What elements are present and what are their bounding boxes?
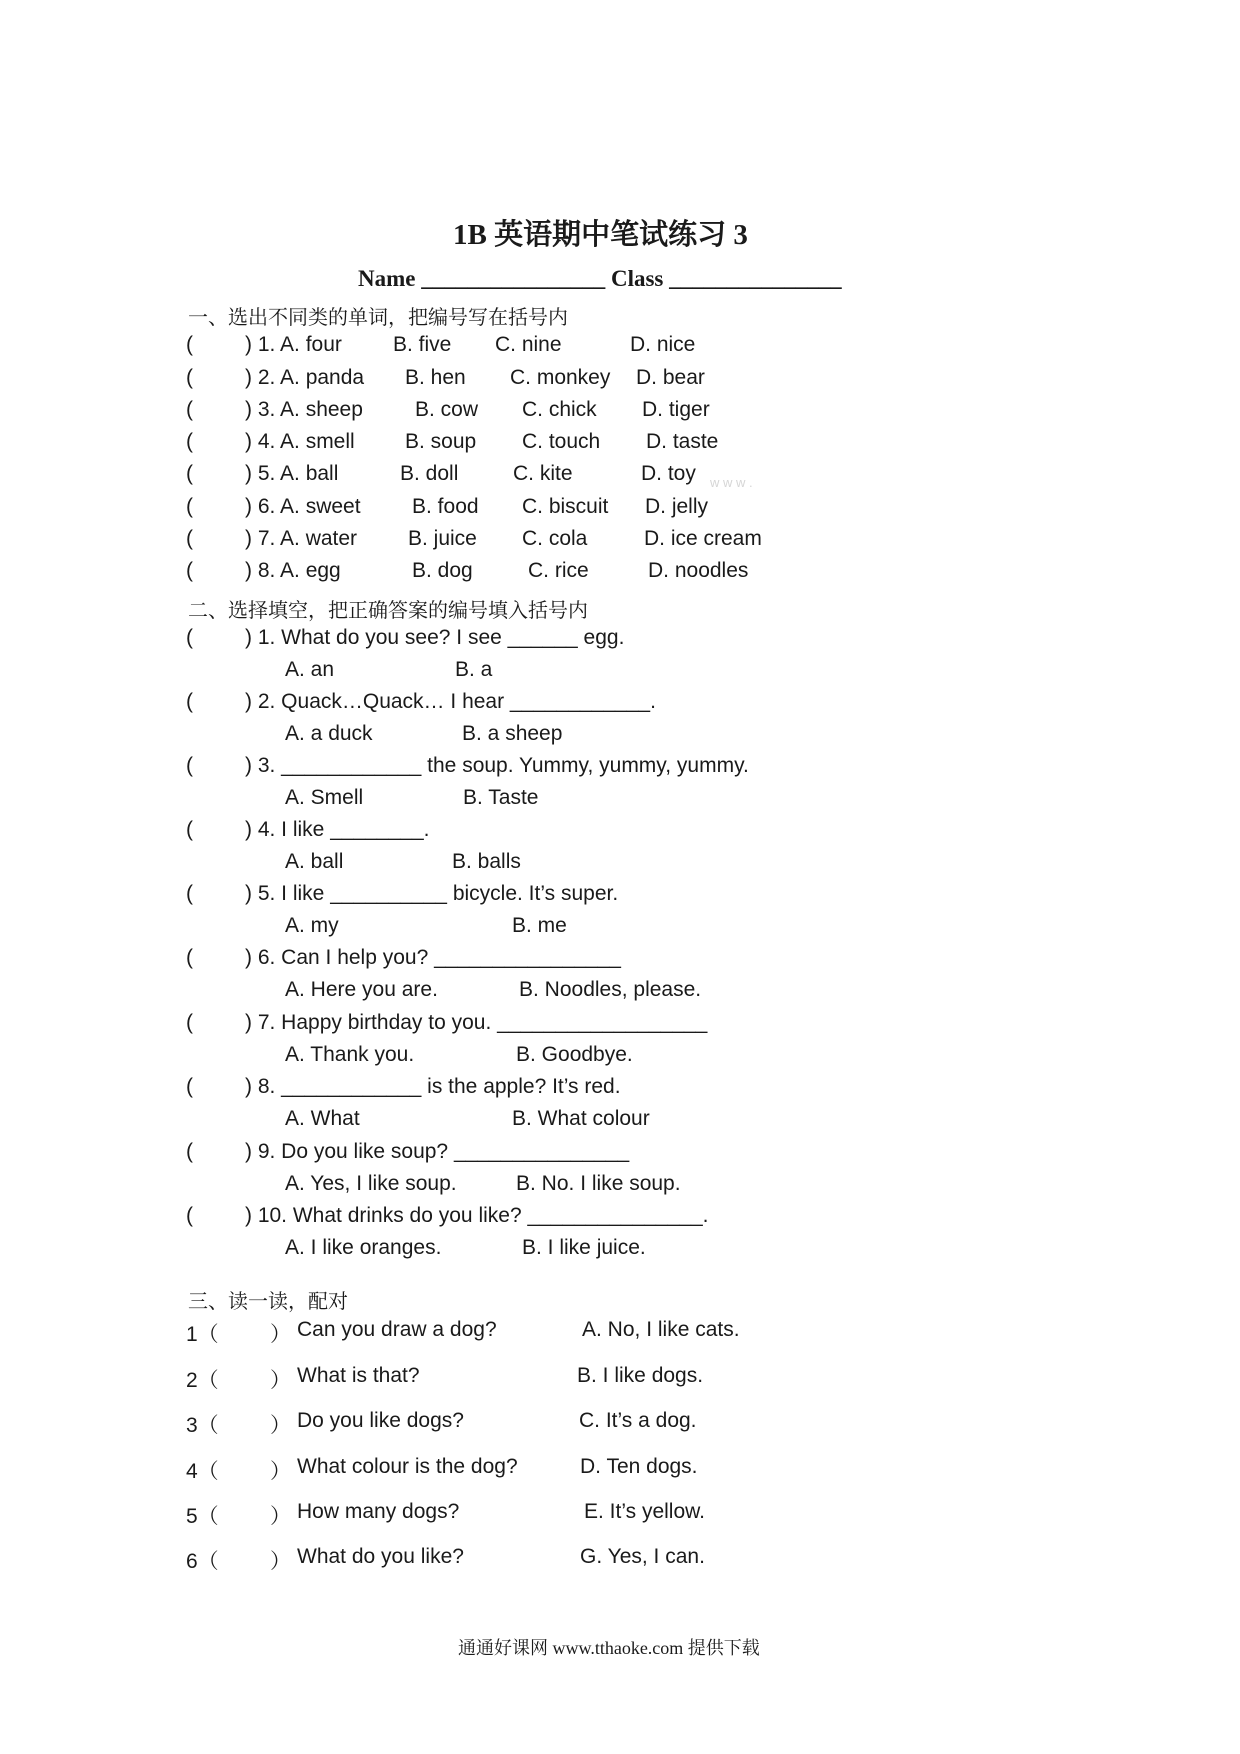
- section1-heading: 一、选出不同类的单词，把编号写在括号内: [188, 305, 568, 329]
- question-text: ) 2. Quack…Quack… I hear ____________.: [245, 690, 656, 713]
- choice-a: A. my: [285, 914, 339, 937]
- option-a: ) 2. A. panda: [245, 366, 365, 389]
- choice-b: B. I like juice.: [522, 1236, 646, 1259]
- match-question: How many dogs?: [297, 1500, 460, 1523]
- match-answer: G. Yes, I can.: [580, 1545, 705, 1568]
- question-text: ) 7. Happy birthday to you. __________________: [245, 1011, 708, 1034]
- option-c: C. rice: [528, 559, 589, 582]
- question-text: ) 8. ____________ is the apple? It’s red.: [245, 1075, 621, 1098]
- option-b: B. dog: [412, 559, 473, 582]
- match-question: What do you like?: [297, 1545, 464, 1568]
- match-bracket: ）: [270, 1460, 291, 1483]
- class-label: Class: [610, 266, 664, 291]
- match-bracket: ）: [270, 1323, 291, 1346]
- answer-bracket: (: [186, 559, 193, 582]
- option-a: ) 3. A. sheep: [245, 398, 363, 421]
- choice-b: B. Taste: [463, 786, 539, 809]
- choice-b: B. balls: [452, 850, 521, 873]
- answer-bracket: (: [186, 946, 193, 969]
- match-bracket: ）: [270, 1505, 291, 1528]
- footer-credit: 通通好课网 www.tthaoke.com 提供下载: [458, 1638, 760, 1658]
- choice-a: A. Smell: [285, 786, 364, 809]
- match-answer: A. No, I like cats.: [582, 1318, 740, 1341]
- answer-bracket: (: [186, 754, 193, 777]
- match-answer: C. It’s a dog.: [579, 1409, 697, 1432]
- match-question: What colour is the dog?: [297, 1455, 518, 1478]
- option-a: ) 8. A. egg: [245, 559, 341, 582]
- section3-heading: 三、读一读，配对: [188, 1289, 348, 1313]
- class-blank: _______________: [669, 266, 842, 291]
- match-answer: B. I like dogs.: [577, 1364, 704, 1387]
- match-number: 3（: [186, 1414, 219, 1437]
- question-text: ) 10. What drinks do you like? _______________.: [245, 1204, 709, 1227]
- answer-bracket: (: [186, 690, 193, 713]
- option-c: C. monkey: [510, 366, 611, 389]
- option-d: D. noodles: [648, 559, 749, 582]
- name-class-line: [358, 266, 842, 292]
- choice-a: A. an: [285, 658, 335, 681]
- option-c: C. kite: [513, 462, 573, 485]
- question-text: ) 3. ____________ the soup. Yummy, yummy, yummy.: [245, 754, 749, 777]
- choice-a: A. Thank you.: [285, 1043, 415, 1066]
- name-blank: ________________: [421, 266, 606, 291]
- option-d: D. jelly: [645, 495, 709, 518]
- option-c: C. biscuit: [522, 495, 609, 518]
- answer-bracket: (: [186, 462, 193, 485]
- option-a: ) 4. A. smell: [245, 430, 355, 453]
- choice-a: A. Here you are.: [285, 978, 438, 1001]
- match-answer: D. Ten dogs.: [580, 1455, 698, 1478]
- match-bracket: ）: [270, 1414, 291, 1437]
- choice-b: B. Noodles, please.: [519, 978, 702, 1001]
- page-title: 1B 英语期中笔试练习 3: [453, 219, 748, 251]
- option-c: C. cola: [522, 527, 588, 550]
- choice-b: B. What colour: [512, 1107, 650, 1130]
- choice-a: A. Yes, I like soup.: [285, 1172, 457, 1195]
- answer-bracket: (: [186, 626, 193, 649]
- name-label: Name: [358, 266, 416, 291]
- section2-heading: 二、选择填空，把正确答案的编号填入括号内: [188, 598, 588, 622]
- answer-bracket: (: [186, 1011, 193, 1034]
- choice-b: B. No. I like soup.: [516, 1172, 681, 1195]
- match-number: 5（: [186, 1505, 219, 1528]
- choice-b: B. a sheep: [462, 722, 563, 745]
- match-number: 6（: [186, 1550, 219, 1573]
- question-text: ) 5. I like __________ bicycle. It’s super.: [245, 882, 619, 905]
- choice-a: A. What: [285, 1107, 360, 1130]
- answer-bracket: (: [186, 882, 193, 905]
- match-number: 2（: [186, 1369, 219, 1392]
- match-number: 1（: [186, 1323, 219, 1346]
- question-text: ) 1. What do you see? I see ______ egg.: [245, 626, 625, 649]
- answer-bracket: (: [186, 398, 193, 421]
- match-number: 4（: [186, 1460, 219, 1483]
- option-b: B. hen: [405, 366, 466, 389]
- answer-bracket: (: [186, 430, 193, 453]
- option-d: D. taste: [646, 430, 719, 453]
- choice-b: B. Goodbye.: [516, 1043, 633, 1066]
- option-a: ) 5. A. ball: [245, 462, 339, 485]
- match-question: What is that?: [297, 1364, 420, 1387]
- choice-b: B. me: [512, 914, 567, 937]
- option-b: B. five: [393, 333, 452, 356]
- question-text: ) 6. Can I help you? ________________: [245, 946, 621, 969]
- option-d: D. nice: [630, 333, 696, 356]
- choice-a: A. I like oranges.: [285, 1236, 442, 1259]
- match-bracket: ）: [270, 1550, 291, 1573]
- answer-bracket: (: [186, 1140, 193, 1163]
- option-b: B. doll: [400, 462, 459, 485]
- match-question: Can you draw a dog?: [297, 1318, 497, 1341]
- match-answer: E. It’s yellow.: [584, 1500, 705, 1523]
- option-b: B. food: [412, 495, 479, 518]
- option-c: C. nine: [495, 333, 562, 356]
- match-bracket: ）: [270, 1369, 291, 1392]
- option-a: ) 1. A. four: [245, 333, 342, 356]
- answer-bracket: (: [186, 366, 193, 389]
- option-b: B. cow: [415, 398, 479, 421]
- question-text: ) 9. Do you like soup? _______________: [245, 1140, 630, 1163]
- answer-bracket: (: [186, 818, 193, 841]
- choice-b: B. a: [455, 658, 493, 681]
- option-b: B. soup: [405, 430, 477, 453]
- option-d: D. tiger: [642, 398, 710, 421]
- option-d: D. toy: [641, 462, 696, 485]
- watermark-text: w w w .: [710, 475, 753, 490]
- answer-bracket: (: [186, 1204, 193, 1227]
- answer-bracket: (: [186, 527, 193, 550]
- answer-bracket: (: [186, 495, 193, 518]
- option-b: B. juice: [408, 527, 477, 550]
- match-question: Do you like dogs?: [297, 1409, 464, 1432]
- option-d: D. bear: [636, 366, 705, 389]
- option-d: D. ice cream: [644, 527, 762, 550]
- option-a: ) 6. A. sweet: [245, 495, 361, 518]
- answer-bracket: (: [186, 1075, 193, 1098]
- option-c: C. chick: [522, 398, 597, 421]
- option-a: ) 7. A. water: [245, 527, 358, 550]
- option-c: C. touch: [522, 430, 601, 453]
- choice-a: A. ball: [285, 850, 344, 873]
- choice-a: A. a duck: [285, 722, 373, 745]
- question-text: ) 4. I like ________.: [245, 818, 430, 841]
- answer-bracket: (: [186, 333, 193, 356]
